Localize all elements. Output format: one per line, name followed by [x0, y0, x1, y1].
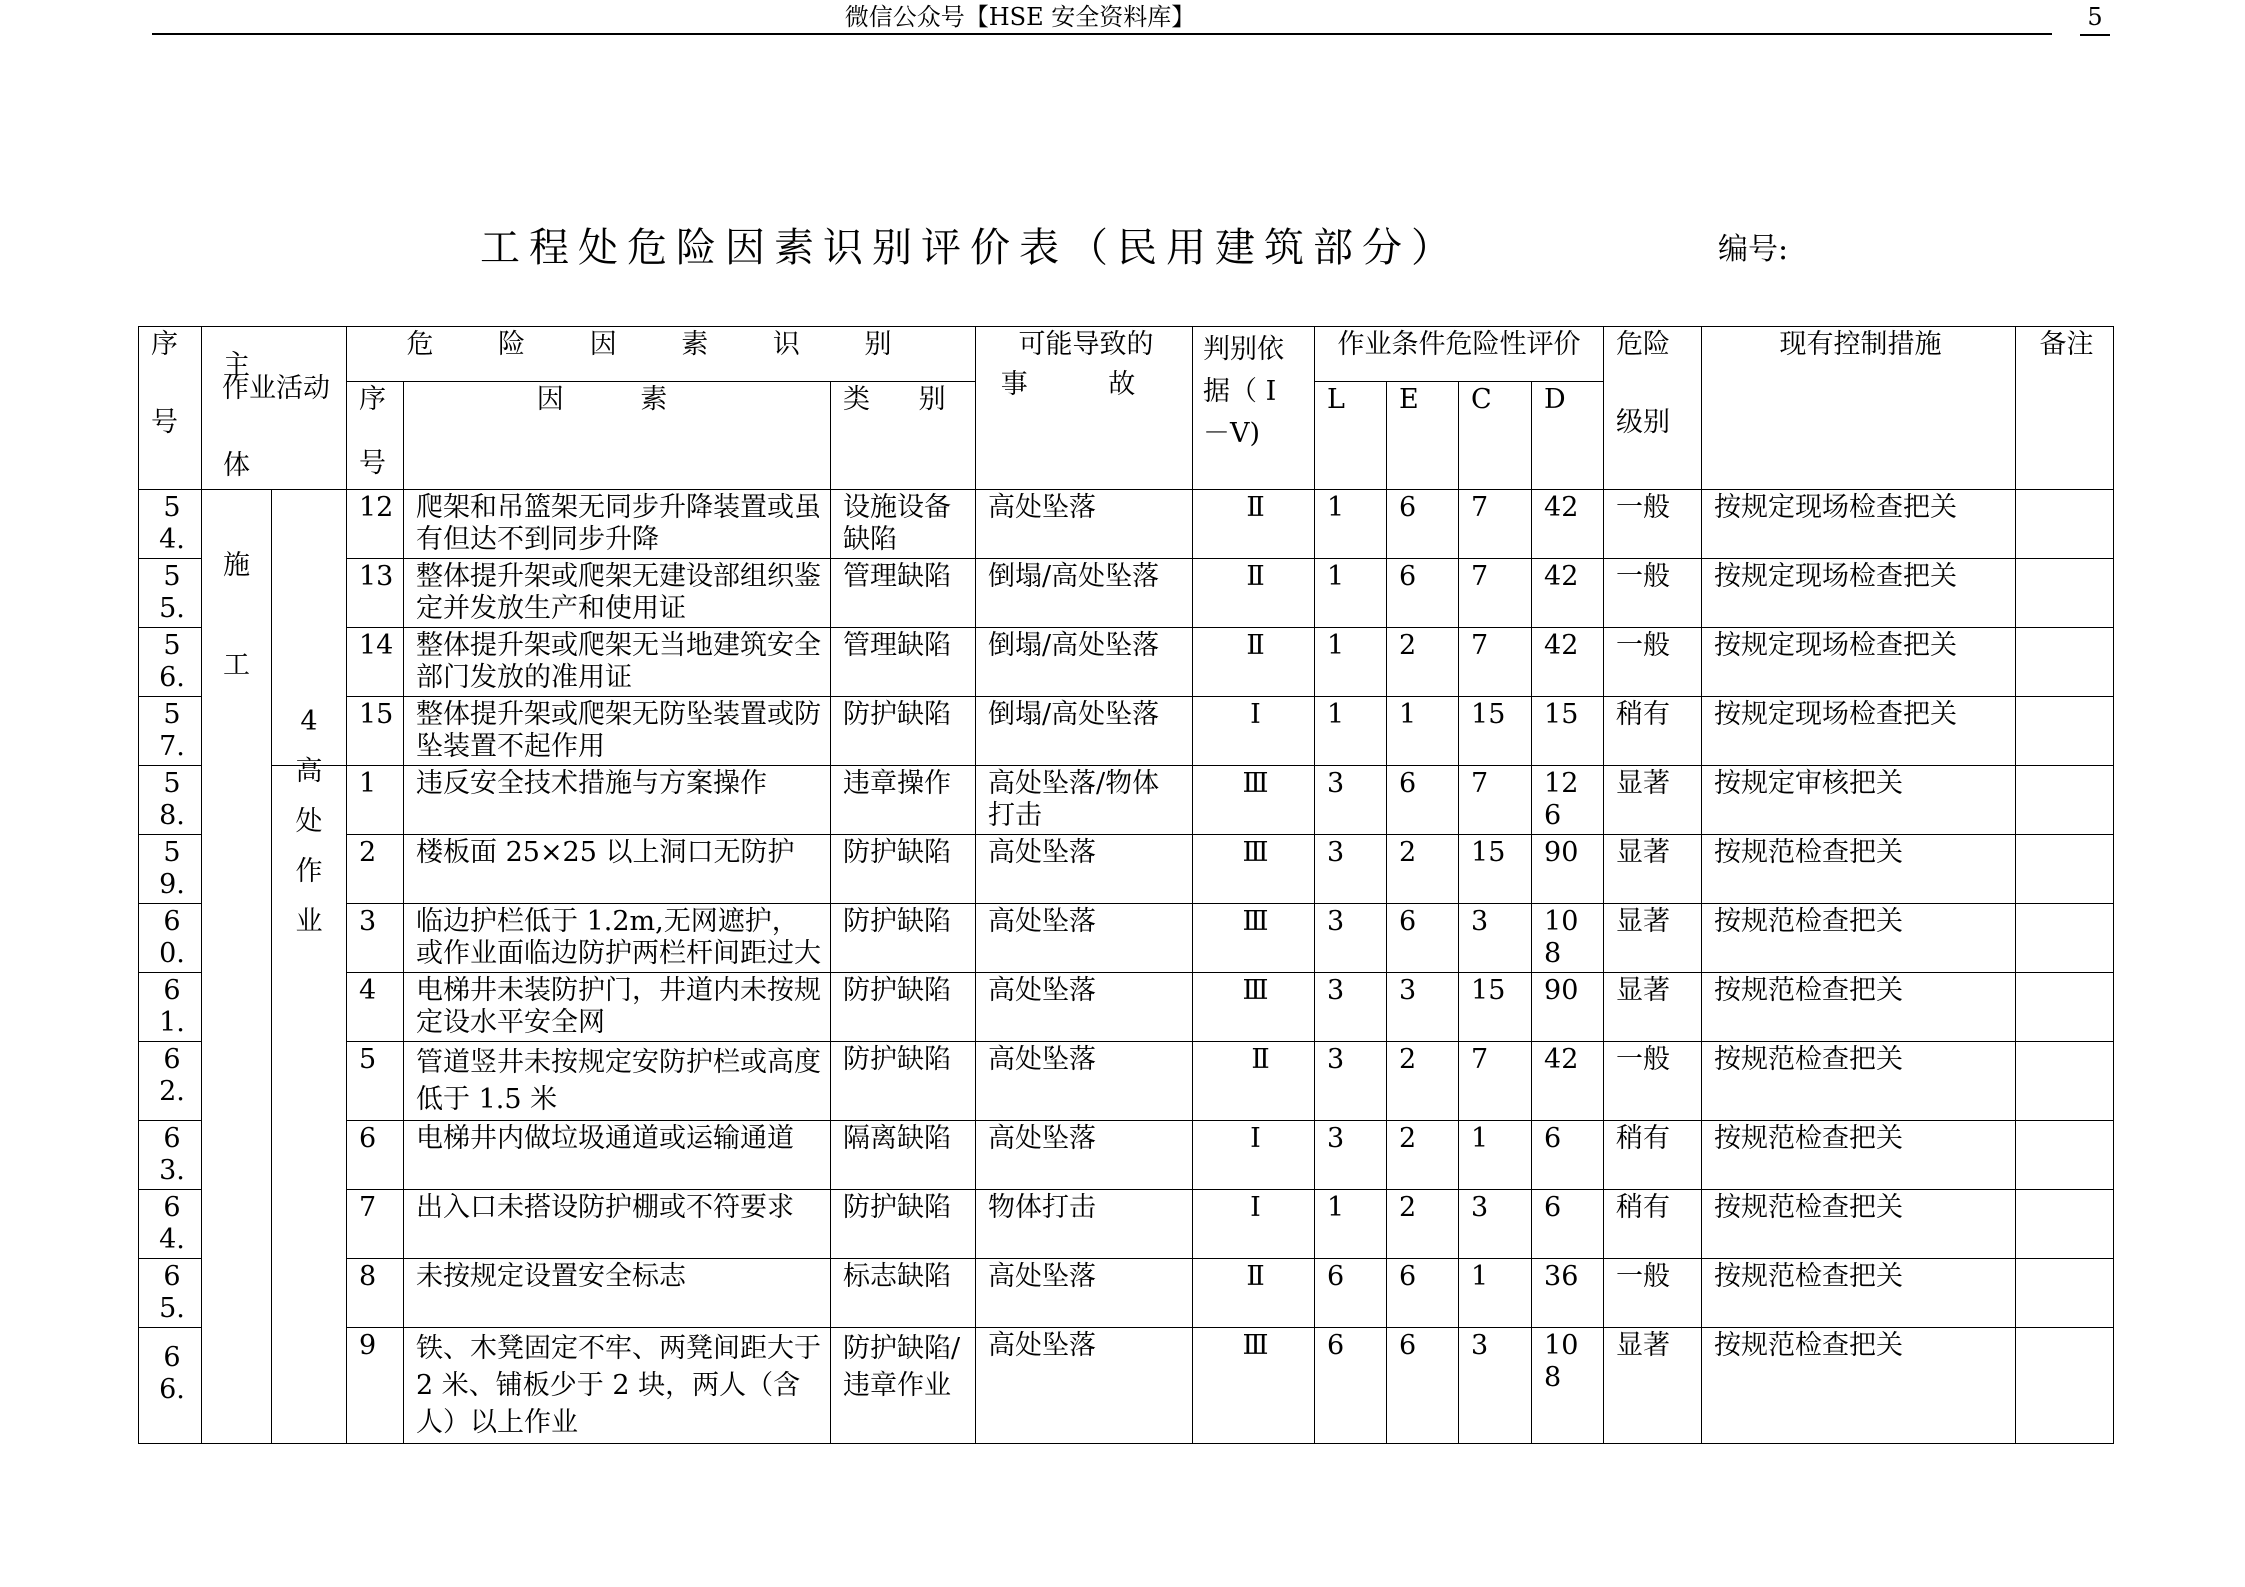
row-measure: 按规范检查把关 [1702, 835, 2016, 904]
col-L-header: L [1315, 382, 1387, 490]
col-category-header [831, 382, 976, 490]
row-E: 2 [1387, 835, 1459, 904]
row-seq: 60. [139, 904, 202, 973]
row-basis: Ⅲ [1193, 904, 1315, 973]
row-E: 6 [1387, 490, 1459, 559]
row-D: 36 [1532, 1259, 1604, 1328]
row-measure: 按规定现场检查把关 [1702, 490, 2016, 559]
row-accident: 倒塌/高处坠落 [976, 628, 1193, 697]
row-remark [2016, 697, 2114, 766]
row-measure: 按规定现场检查把关 [1702, 628, 2016, 697]
col-seq-bottom: 号 [151, 407, 178, 438]
row-E: 2 [1387, 1042, 1459, 1121]
row-basis: Ⅱ [1193, 490, 1315, 559]
row-C: 15 [1459, 973, 1532, 1042]
accident-label-line1: 可能导致的 [1018, 329, 1154, 360]
row-C: 7 [1459, 628, 1532, 697]
row-C: 3 [1459, 1190, 1532, 1259]
row-measure: 按规范检查把关 [1702, 1328, 2016, 1444]
activity-sub-char: 高 [295, 756, 323, 787]
row-measure: 按规定现场检查把关 [1702, 559, 2016, 628]
row-no: 3 [347, 904, 404, 973]
row-L: 3 [1315, 835, 1387, 904]
row-no: 6 [347, 1121, 404, 1190]
row-L: 6 [1315, 1259, 1387, 1328]
row-D: 126 [1532, 766, 1604, 835]
row-basis: Ⅱ [1193, 628, 1315, 697]
row-basis: Ⅰ [1193, 1190, 1315, 1259]
factor-label: 因 素 [536, 384, 702, 415]
row-D: 90 [1532, 973, 1604, 1042]
row-factor: 违反安全技术措施与方案操作 [404, 766, 831, 835]
row-level: 稍有 [1604, 1121, 1702, 1190]
row-factor: 管道竖井未按规定安防护栏或高度低于 1.5 米 [404, 1042, 831, 1121]
col-seq-header [139, 327, 202, 490]
col-D-header: D [1532, 382, 1604, 490]
row-seq: 58. [139, 766, 202, 835]
row-no: 4 [347, 973, 404, 1042]
row-E: 6 [1387, 1328, 1459, 1444]
row-category: 违章操作 [831, 766, 976, 835]
row-category: 防护缺陷/违章作业 [831, 1328, 976, 1444]
row-level: 显著 [1604, 766, 1702, 835]
table-row [139, 904, 2114, 973]
activity-main-cell [202, 350, 272, 1444]
code-label: 编号: [1718, 232, 1789, 267]
row-no: 14 [347, 628, 404, 697]
row-L: 6 [1315, 1328, 1387, 1444]
row-remark [2016, 835, 2114, 904]
row-category: 防护缺陷 [831, 1190, 976, 1259]
activity-main-char: 施 [223, 550, 250, 581]
row-accident: 物体打击 [976, 1190, 1193, 1259]
row-factor: 电梯井未装防护门，井道内未按规定设水平安全网 [404, 973, 831, 1042]
row-E: 2 [1387, 1190, 1459, 1259]
activity-sub-char: 4 [300, 706, 318, 737]
row-factor: 整体提升架或爬架无建设部组织鉴定并发放生产和使用证 [404, 559, 831, 628]
col-seq-top: 序 [151, 329, 178, 360]
row-remark [2016, 628, 2114, 697]
row-D: 108 [1532, 1328, 1604, 1444]
subseq-label-bottom: 号 [359, 448, 386, 479]
row-C: 15 [1459, 697, 1532, 766]
row-seq: 66. [139, 1328, 202, 1444]
row-accident: 高处坠落/物体打击 [976, 766, 1193, 835]
page-header-source: 微信公众号【HSE 安全资料库】 [844, 3, 1196, 31]
row-factor: 未按规定设置安全标志 [404, 1259, 831, 1328]
row-level: 一般 [1604, 1259, 1702, 1328]
row-seq: 54. [139, 490, 202, 559]
row-category: 防护缺陷 [831, 973, 976, 1042]
table-row [139, 628, 2114, 697]
row-D: 90 [1532, 835, 1604, 904]
row-remark [2016, 1259, 2114, 1328]
row-L: 1 [1315, 697, 1387, 766]
table-row [139, 559, 2114, 628]
table-row [139, 766, 2114, 835]
row-no: 13 [347, 559, 404, 628]
col-E-header: E [1387, 382, 1459, 490]
col-C-header: C [1459, 382, 1532, 490]
activity-sub-char: 处 [295, 806, 323, 837]
row-C: 7 [1459, 490, 1532, 559]
row-remark [2016, 1328, 2114, 1444]
row-basis: Ⅲ [1193, 1328, 1315, 1444]
row-level: 显著 [1604, 904, 1702, 973]
row-seq: 65. [139, 1259, 202, 1328]
row-C: 1 [1459, 1121, 1532, 1190]
row-C: 3 [1459, 1328, 1532, 1444]
row-measure: 按规范检查把关 [1702, 1121, 2016, 1190]
activity-main-char: 体 [223, 450, 250, 481]
row-remark [2016, 1042, 2114, 1121]
row-category: 标志缺陷 [831, 1259, 976, 1328]
row-L: 3 [1315, 1121, 1387, 1190]
row-factor: 电梯井内做垃圾通道或运输通道 [404, 1121, 831, 1190]
row-E: 2 [1387, 1121, 1459, 1190]
col-measures-header: 现有控制措施 [1702, 327, 2016, 490]
row-remark [2016, 1121, 2114, 1190]
row-factor: 楼板面 25×25 以上洞口无防护 [404, 835, 831, 904]
row-accident: 倒塌/高处坠落 [976, 697, 1193, 766]
row-accident: 高处坠落 [976, 835, 1193, 904]
row-level: 显著 [1604, 973, 1702, 1042]
basis-label-line1: 判别依 [1203, 334, 1285, 365]
row-seq: 56. [139, 628, 202, 697]
row-level: 一般 [1604, 1042, 1702, 1121]
row-basis: Ⅰ [1193, 1121, 1315, 1190]
hazard-group-label: 危 险 因 素 识 别 [406, 329, 920, 360]
row-L: 1 [1315, 628, 1387, 697]
row-L: 3 [1315, 973, 1387, 1042]
row-L: 1 [1315, 559, 1387, 628]
row-measure: 按规范检查把关 [1702, 904, 2016, 973]
row-E: 6 [1387, 1259, 1459, 1328]
row-measure: 按规定审核把关 [1702, 766, 2016, 835]
table-row [139, 835, 2114, 904]
row-category: 防护缺陷 [831, 835, 976, 904]
table-row [139, 1328, 2114, 1444]
hazard-table [138, 326, 2114, 1444]
level-label-top: 危险 [1616, 329, 1671, 360]
activity-main-char: 工 [223, 650, 250, 681]
col-remarks-header: 备注 [2016, 327, 2114, 490]
row-D: 6 [1532, 1190, 1604, 1259]
row-seq: 63. [139, 1121, 202, 1190]
row-seq: 59. [139, 835, 202, 904]
level-label-bottom: 级别 [1616, 407, 1671, 438]
table-row [139, 490, 2114, 559]
row-measure: 按规范检查把关 [1702, 973, 2016, 1042]
col-level-header [1604, 327, 1702, 490]
activity-sub-char: 业 [295, 906, 323, 937]
table-row [139, 973, 2114, 1042]
col-factor-header [404, 382, 831, 490]
col-subseq-header [347, 382, 404, 490]
row-measure: 按规定现场检查把关 [1702, 697, 2016, 766]
table-row [139, 1259, 2114, 1328]
row-basis: Ⅲ [1193, 973, 1315, 1042]
row-no: 2 [347, 835, 404, 904]
row-category: 防护缺陷 [831, 1042, 976, 1121]
activity-sub-char: 作 [295, 856, 323, 887]
row-basis: Ⅱ [1193, 559, 1315, 628]
row-level: 显著 [1604, 1328, 1702, 1444]
row-basis: Ⅲ [1193, 835, 1315, 904]
row-no: 7 [347, 1190, 404, 1259]
document-title: 工程处危险因素识别评价表（民用建筑部分） [480, 225, 1460, 271]
row-E: 6 [1387, 904, 1459, 973]
col-evaluation-header: 作业条件危险性评价 [1315, 327, 1604, 382]
row-category: 管理缺陷 [831, 628, 976, 697]
row-L: 1 [1315, 490, 1387, 559]
col-activity-header: 作业活动 [202, 327, 347, 490]
row-level: 一般 [1604, 559, 1702, 628]
row-measure: 按规范检查把关 [1702, 1042, 2016, 1121]
row-E: 6 [1387, 559, 1459, 628]
row-C: 7 [1459, 559, 1532, 628]
row-no: 15 [347, 697, 404, 766]
row-basis: Ⅰ [1193, 697, 1315, 766]
row-no: 12 [347, 490, 404, 559]
table-row [139, 1121, 2114, 1190]
row-L: 3 [1315, 1042, 1387, 1121]
row-measure: 按规范检查把关 [1702, 1259, 2016, 1328]
basis-label-line3: －V) [1203, 418, 1261, 449]
row-category: 管理缺陷 [831, 559, 976, 628]
row-accident: 高处坠落 [976, 1259, 1193, 1328]
row-seq: 57. [139, 697, 202, 766]
col-hazard-group-header [347, 327, 976, 382]
row-seq: 62. [139, 1042, 202, 1121]
row-C: 7 [1459, 766, 1532, 835]
row-factor: 铁、木凳固定不牢、两凳间距大于 2 米、铺板少于 2 块，两人（含人）以上作业 [404, 1328, 831, 1444]
row-D: 42 [1532, 559, 1604, 628]
table-header [139, 327, 2114, 490]
row-category: 隔离缺陷 [831, 1121, 976, 1190]
row-L: 3 [1315, 766, 1387, 835]
row-D: 42 [1532, 1042, 1604, 1121]
row-remark [2016, 559, 2114, 628]
activity-main-char: 主 [223, 350, 250, 381]
row-accident: 高处坠落 [976, 973, 1193, 1042]
row-D: 42 [1532, 490, 1604, 559]
row-D: 15 [1532, 697, 1604, 766]
row-C: 7 [1459, 1042, 1532, 1121]
row-category: 防护缺陷 [831, 904, 976, 973]
row-remark [2016, 490, 2114, 559]
row-factor: 整体提升架或爬架无当地建筑安全部门发放的准用证 [404, 628, 831, 697]
row-no: 9 [347, 1328, 404, 1444]
row-level: 显著 [1604, 835, 1702, 904]
row-accident: 高处坠落 [976, 490, 1193, 559]
row-remark [2016, 1190, 2114, 1259]
table-row [139, 697, 2114, 766]
row-accident: 高处坠落 [976, 904, 1193, 973]
row-L: 3 [1315, 904, 1387, 973]
row-no: 5 [347, 1042, 404, 1121]
header-divider [152, 33, 2052, 35]
row-E: 6 [1387, 766, 1459, 835]
subseq-label-top: 序 [359, 384, 386, 415]
row-no: 1 [347, 766, 404, 835]
activity-sub-cell [272, 706, 347, 1444]
row-C: 3 [1459, 904, 1532, 973]
row-level: 一般 [1604, 490, 1702, 559]
row-accident: 倒塌/高处坠落 [976, 559, 1193, 628]
row-factor: 爬架和吊篮架无同步升降装置或虽有但达不到同步升降 [404, 490, 831, 559]
row-L: 1 [1315, 1190, 1387, 1259]
row-category: 设施设备缺陷 [831, 490, 976, 559]
row-D: 6 [1532, 1121, 1604, 1190]
row-level: 稍有 [1604, 697, 1702, 766]
table-row [139, 1190, 2114, 1259]
row-E: 1 [1387, 697, 1459, 766]
row-seq: 61. [139, 973, 202, 1042]
row-category: 防护缺陷 [831, 697, 976, 766]
row-factor: 整体提升架或爬架无防坠装置或防坠装置不起作用 [404, 697, 831, 766]
page-number: 5 [2080, 0, 2110, 36]
row-C: 1 [1459, 1259, 1532, 1328]
row-E: 3 [1387, 973, 1459, 1042]
row-D: 108 [1532, 904, 1604, 973]
row-accident: 高处坠落 [976, 1121, 1193, 1190]
row-measure: 按规范检查把关 [1702, 1190, 2016, 1259]
row-factor: 出入口未搭设防护棚或不符要求 [404, 1190, 831, 1259]
row-C: 15 [1459, 835, 1532, 904]
row-E: 2 [1387, 628, 1459, 697]
category-label: 类 别 [843, 384, 966, 415]
accident-label-line2: 事 故 [1000, 369, 1172, 400]
table-row [139, 1042, 2114, 1121]
row-basis: Ⅱ [1193, 1042, 1315, 1121]
row-seq: 64. [139, 1190, 202, 1259]
row-level: 一般 [1604, 628, 1702, 697]
row-remark [2016, 973, 2114, 1042]
row-accident: 高处坠落 [976, 1042, 1193, 1121]
col-accident-header [976, 327, 1193, 490]
basis-label-line2: 据（ I [1203, 376, 1277, 407]
row-basis: Ⅲ [1193, 766, 1315, 835]
row-remark [2016, 766, 2114, 835]
col-basis-header [1193, 327, 1315, 490]
row-level: 稍有 [1604, 1190, 1702, 1259]
row-D: 42 [1532, 628, 1604, 697]
row-remark [2016, 904, 2114, 973]
row-no: 8 [347, 1259, 404, 1328]
row-basis: Ⅱ [1193, 1259, 1315, 1328]
row-accident: 高处坠落 [976, 1328, 1193, 1444]
row-seq: 55. [139, 559, 202, 628]
row-factor: 临边护栏低于 1.2m,无网遮护，或作业面临边防护两栏杆间距过大 [404, 904, 831, 973]
